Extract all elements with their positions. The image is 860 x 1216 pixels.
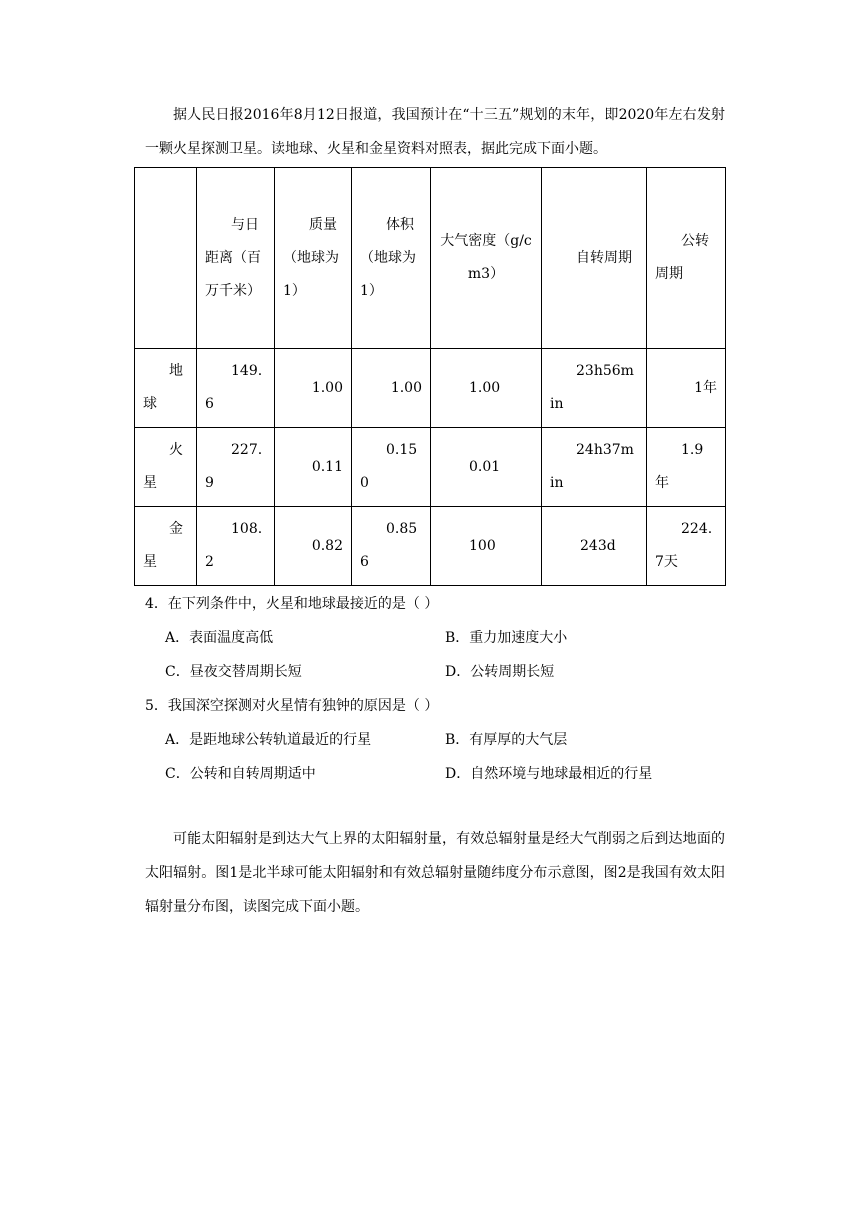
header-cell-revolution: 公转周期 <box>647 168 726 349</box>
table-header-row <box>135 168 726 349</box>
table-cell: 0.150 <box>352 428 431 507</box>
question-5-option-a[interactable]: A．是距地球公转轨道最近的行星 <box>165 732 372 748</box>
header-cell-volume: 体积（地球为1） <box>352 168 431 349</box>
table-row <box>135 349 726 428</box>
table-cell: 1.9年 <box>647 428 726 507</box>
table-cell: 149.6 <box>197 349 275 428</box>
table-cell: 24h37min <box>542 428 647 507</box>
table-cell: 0.82 <box>275 507 352 586</box>
row-label: 火星 <box>135 428 197 507</box>
row-label: 金星 <box>135 507 197 586</box>
table-cell: 0.856 <box>352 507 431 586</box>
header-cell-mass: 质量（地球为1） <box>275 168 352 349</box>
question-5-option-c[interactable]: C．公转和自转周期适中 <box>165 766 316 782</box>
table-row <box>135 507 726 586</box>
table-cell: 1.00 <box>431 349 542 428</box>
header-cell-density: 大气密度（g/cm3） <box>431 168 542 349</box>
table-row <box>135 428 726 507</box>
question-4-stem: 4．在下列条件中，火星和地球最接近的是（ ） <box>145 596 439 612</box>
table-cell: 108.2 <box>197 507 275 586</box>
question-4-option-a[interactable]: A．表面温度高低 <box>165 630 274 646</box>
row-label: 地球 <box>135 349 197 428</box>
header-cell-distance: 与日距离（百万千米） <box>197 168 275 349</box>
table-cell: 0.11 <box>275 428 352 507</box>
intro-paragraph: 据人民日报2016年8月12日报道，我国预计在“十三五”规划的末年，即2020年左右发射一颗火星探测卫星。读地球、火星和金星资料对照表，据此完成下面小题。 <box>145 107 725 157</box>
table-cell: 227.9 <box>197 428 275 507</box>
radiation-intro-paragraph: 可能太阳辐射是到达大气上界的太阳辐射量，有效总辐射量是经大气削弱之后到达地面的太阳辐射。图1是北半球可能太阳辐射和有效总辐射量随纬度分布示意图，图2是我国有效太阳辐射量分布图，读图完成下面小题。 <box>145 831 725 915</box>
question-5-option-d[interactable]: D．自然环境与地球最相近的行星 <box>445 766 653 782</box>
question-4-option-d[interactable]: D．公转周期长短 <box>445 664 555 680</box>
question-5-stem: 5．我国深空探测对火星情有独钟的原因是（ ） <box>145 698 439 714</box>
table-cell: 224.7天 <box>647 507 726 586</box>
table-cell: 1年 <box>647 349 726 428</box>
table-cell: 0.01 <box>431 428 542 507</box>
table-cell: 243d <box>542 507 647 586</box>
planet-comparison-table <box>134 167 726 586</box>
question-4-option-b[interactable]: B．重力加速度大小 <box>445 630 568 646</box>
header-cell-rotation: 自转周期 <box>542 168 647 349</box>
question-5-option-b[interactable]: B．有厚厚的大气层 <box>445 732 568 748</box>
table-cell: 100 <box>431 507 542 586</box>
table-cell: 1.00 <box>275 349 352 428</box>
question-4-option-c[interactable]: C．昼夜交替周期长短 <box>165 664 302 680</box>
header-cell-empty <box>135 168 197 349</box>
table-cell: 1.00 <box>352 349 431 428</box>
table-cell: 23h56min <box>542 349 647 428</box>
